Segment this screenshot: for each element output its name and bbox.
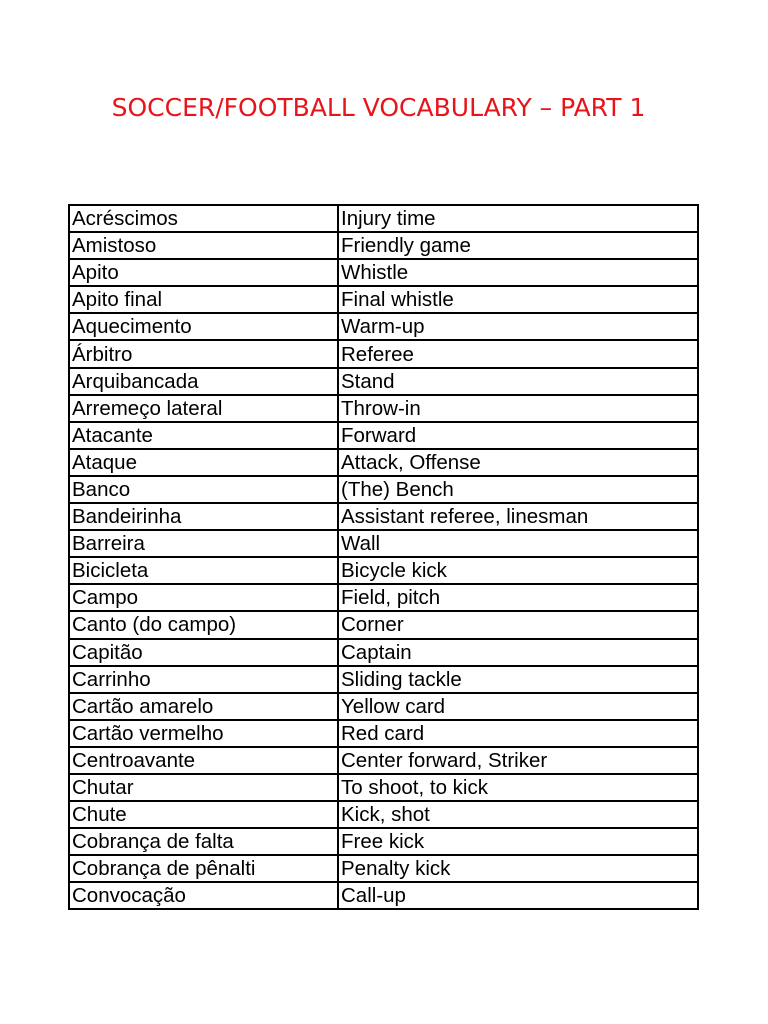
table-row bbox=[70, 259, 697, 286]
table-row bbox=[70, 313, 697, 340]
portuguese-term: Bandeirinha bbox=[70, 503, 338, 530]
english-translation: Center forward, Striker bbox=[338, 747, 697, 774]
table-row bbox=[70, 449, 697, 476]
table-row bbox=[70, 720, 697, 747]
english-translation: Sliding tackle bbox=[338, 666, 697, 693]
english-translation: Yellow card bbox=[338, 693, 697, 720]
portuguese-term: Convocação bbox=[70, 882, 338, 908]
english-translation: Penalty kick bbox=[338, 855, 697, 882]
table-row bbox=[70, 666, 697, 693]
english-translation: Friendly game bbox=[338, 232, 697, 259]
english-translation: Stand bbox=[338, 368, 697, 395]
english-translation: Injury time bbox=[338, 206, 697, 232]
portuguese-term: Cartão amarelo bbox=[70, 693, 338, 720]
portuguese-term: Ataque bbox=[70, 449, 338, 476]
portuguese-term: Cartão vermelho bbox=[70, 720, 338, 747]
table-row bbox=[70, 286, 697, 313]
english-translation: Throw-in bbox=[338, 395, 697, 422]
table-row bbox=[70, 747, 697, 774]
portuguese-term: Atacante bbox=[70, 422, 338, 449]
table-row bbox=[70, 584, 697, 611]
portuguese-term: Árbitro bbox=[70, 340, 338, 367]
english-translation: Assistant referee, linesman bbox=[338, 503, 697, 530]
portuguese-term: Apito final bbox=[70, 286, 338, 313]
table-row bbox=[70, 693, 697, 720]
vocabulary-table-body bbox=[70, 206, 697, 908]
english-translation: Forward bbox=[338, 422, 697, 449]
portuguese-term: Bicicleta bbox=[70, 557, 338, 584]
english-translation: Attack, Offense bbox=[338, 449, 697, 476]
table-row bbox=[70, 395, 697, 422]
portuguese-term: Aquecimento bbox=[70, 313, 338, 340]
english-translation: Kick, shot bbox=[338, 801, 697, 828]
table-row bbox=[70, 476, 697, 503]
table-row bbox=[70, 882, 697, 908]
english-translation: Free kick bbox=[338, 828, 697, 855]
english-translation: Red card bbox=[338, 720, 697, 747]
table-row bbox=[70, 639, 697, 666]
table-row bbox=[70, 232, 697, 259]
portuguese-term: Cobrança de falta bbox=[70, 828, 338, 855]
portuguese-term: Arremeço lateral bbox=[70, 395, 338, 422]
portuguese-term: Centroavante bbox=[70, 747, 338, 774]
english-translation: Corner bbox=[338, 611, 697, 638]
vocabulary-table bbox=[68, 204, 699, 910]
english-translation: Captain bbox=[338, 639, 697, 666]
english-translation: Warm-up bbox=[338, 313, 697, 340]
english-translation: Referee bbox=[338, 340, 697, 367]
portuguese-term: Capitão bbox=[70, 639, 338, 666]
english-translation: Field, pitch bbox=[338, 584, 697, 611]
portuguese-term: Barreira bbox=[70, 530, 338, 557]
table-row bbox=[70, 206, 697, 232]
table-row bbox=[70, 774, 697, 801]
english-translation: Whistle bbox=[338, 259, 697, 286]
portuguese-term: Chutar bbox=[70, 774, 338, 801]
table-row bbox=[70, 422, 697, 449]
english-translation: Final whistle bbox=[338, 286, 697, 313]
table-row bbox=[70, 530, 697, 557]
table-row bbox=[70, 828, 697, 855]
table-row bbox=[70, 503, 697, 530]
table-row bbox=[70, 611, 697, 638]
english-translation: Wall bbox=[338, 530, 697, 557]
portuguese-term: Chute bbox=[70, 801, 338, 828]
portuguese-term: Carrinho bbox=[70, 666, 338, 693]
table-row bbox=[70, 368, 697, 395]
table-row bbox=[70, 855, 697, 882]
english-translation: Bicycle kick bbox=[338, 557, 697, 584]
portuguese-term: Canto (do campo) bbox=[70, 611, 338, 638]
page-title: SOCCER/FOOTBALL VOCABULARY – PART 1 bbox=[111, 93, 646, 122]
portuguese-term: Campo bbox=[70, 584, 338, 611]
english-translation: Call-up bbox=[338, 882, 697, 908]
english-translation: To shoot, to kick bbox=[338, 774, 697, 801]
portuguese-term: Arquibancada bbox=[70, 368, 338, 395]
english-translation: (The) Bench bbox=[338, 476, 697, 503]
portuguese-term: Apito bbox=[70, 259, 338, 286]
portuguese-term: Cobrança de pênalti bbox=[70, 855, 338, 882]
table-row bbox=[70, 801, 697, 828]
portuguese-term: Acréscimos bbox=[70, 206, 338, 232]
table-row bbox=[70, 557, 697, 584]
portuguese-term: Banco bbox=[70, 476, 338, 503]
table-row bbox=[70, 340, 697, 367]
portuguese-term: Amistoso bbox=[70, 232, 338, 259]
